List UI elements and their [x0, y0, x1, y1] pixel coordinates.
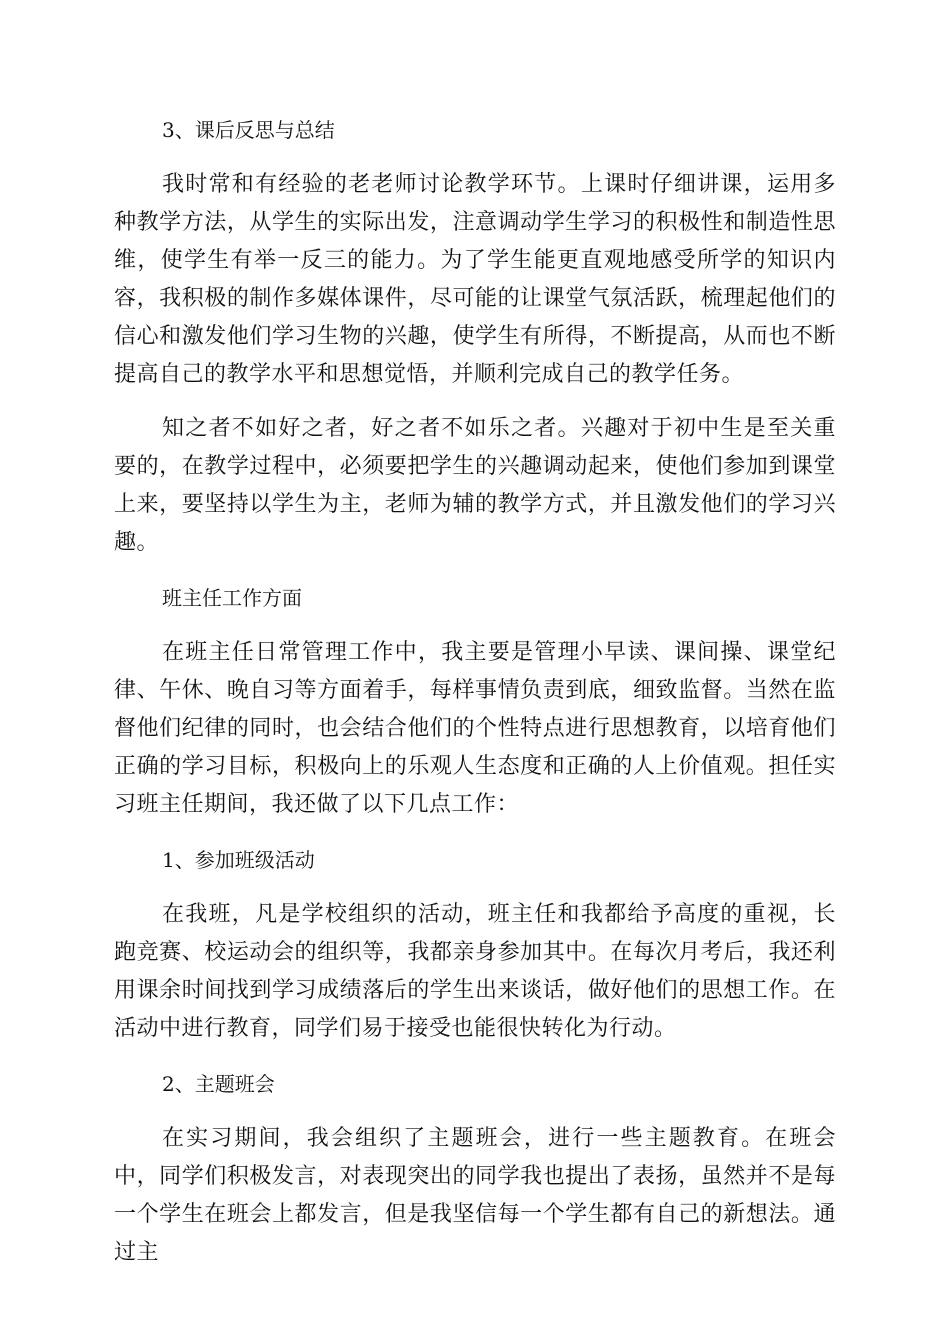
document-body	[114, 110, 836, 1288]
paragraph-teaching-methods: 我时常和有经验的老老师讨论教学环节。上课时仔细讲课，运用多种教学方法，从学生的实际出发，注意调动学生学习的积极性和制造性思维，使学生有举一反三的能力。为了学生能更直观地感受所学的知识内容，我积极的制作多媒体课件，尽可能的让课堂气氛活跃，梳理起他们的信心和激发他们学习生物的兴趣，使学生有所得，不断提高，从而也不断提高自己的教学水平和思想觉悟，并顺利完成自己的教学任务。	[114, 172, 836, 387]
section-heading-theme-meeting: 2、主题班会	[162, 1072, 275, 1096]
paragraph-daily-management: 在班主任日常管理工作中，我主要是管理小早读、课间操、课堂纪律、午休、晚自习等方面着手，每样事情负责到底，细致监督。当然在监督他们纪律的同时，也会结合他们的个性特点进行思想教育，以培育他们正确的学习目标，积极向上的乐观人生态度和正确的人上价值观。担任实习班主任期间，我还做了以下几点工作：	[114, 640, 836, 817]
paragraph-student-interest: 知之者不如好之者，好之者不如乐之者。兴趣对于初中生是至关重要的，在教学过程中，必须要把学生的兴趣调动起来，使他们参加到课堂上来，要坚持以学生为主，老师为辅的教学方式，并且激发他们的学习兴趣。	[114, 416, 836, 555]
section-heading-reflection: 3、课后反思与总结	[162, 118, 335, 142]
paragraph-class-activities: 在我班，凡是学校组织的活动，班主任和我都给予高度的重视，长跑竞赛、校运动会的组织等，我都亲身参加其中。在每次月考后，我还利用课余时间找到学习成绩落后的学生出来谈话，做好他们的思想工作。在活动中进行教育，同学们易于接受也能很快转化为行动。	[114, 902, 836, 1041]
section-heading-class-teacher: 班主任工作方面	[162, 586, 302, 610]
paragraph-theme-meeting: 在实习期间，我会组织了主题班会，进行一些主题教育。在班会中，同学们积极发言，对表现突出的同学我也提出了表扬，虽然并不是每一个学生在班会上都发言，但是我坚信每一个学生都有自己的新想法。通过主	[114, 1126, 836, 1265]
section-heading-class-activities: 1、参加班级活动	[162, 848, 315, 872]
